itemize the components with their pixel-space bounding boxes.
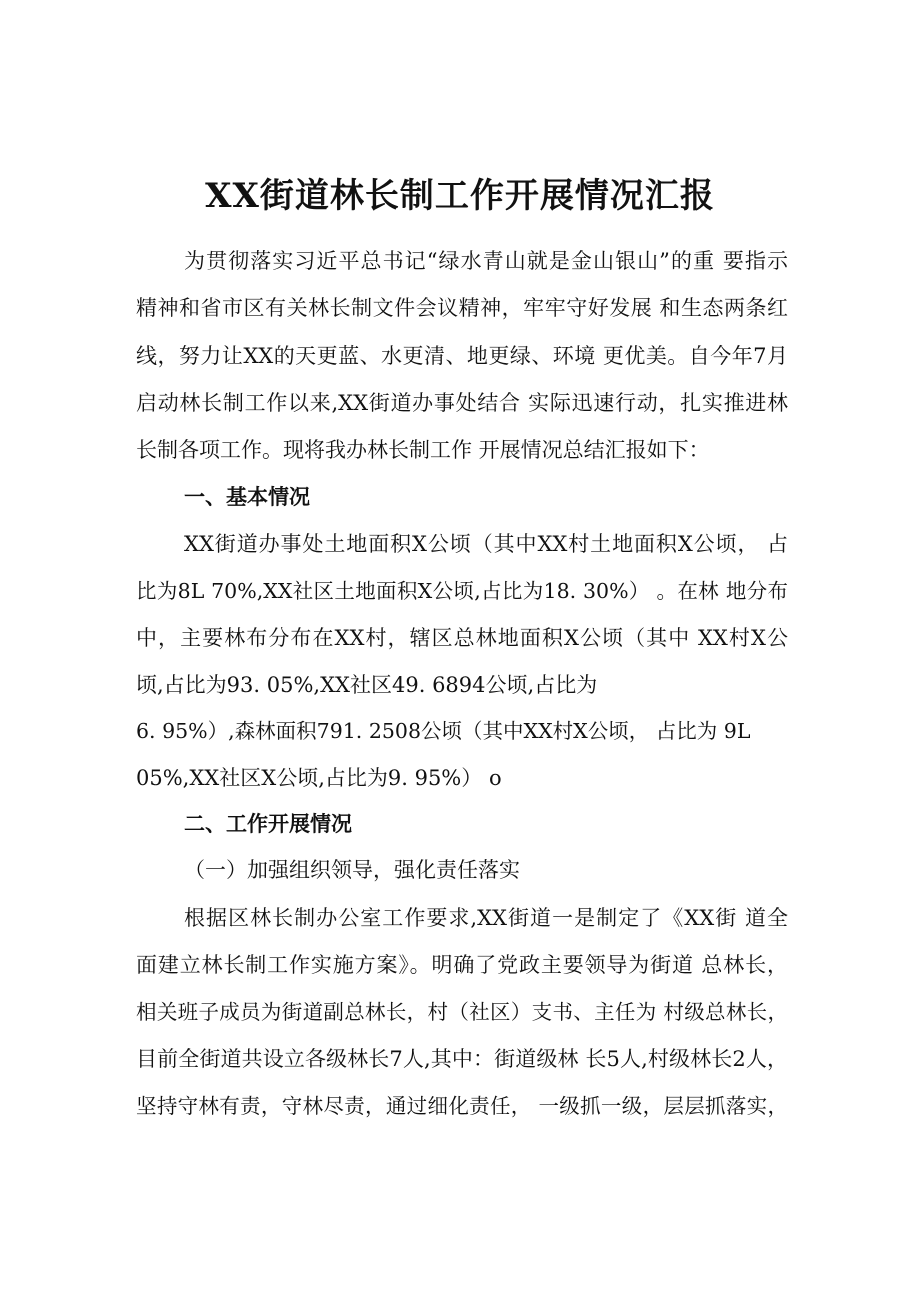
intro-line-2: 精神和省市区有关林长制文件会议精神，牢牢守好发展 和生态两条红: [136, 296, 788, 320]
section-1-line-6: 05%,XX社区X公顷,占比为9. 95%） o: [136, 766, 502, 790]
intro-line-4: 启动林长制工作以来,XX街道办事处结合 实际迅速行动，扎实推进林: [136, 391, 788, 415]
section-1-line-5: 6. 95%）,森林面积791. 2508公顷（其中XX村X公顷， 占比为 9L: [136, 719, 751, 743]
section-1-heading: 一、基本情况: [184, 485, 310, 509]
section-2-heading: 二、工作开展情况: [184, 812, 352, 836]
section-1-line-1: XX街道办事处土地面积X公顷（其中XX村土地面积X公顷， 占: [184, 532, 788, 556]
section-2-subheading: （一）加强组织领导，强化责任落实: [184, 858, 520, 882]
section-2-line-2: 面建立林长制工作实施方案》。明确了党政主要领导为街道 总林长，: [136, 953, 788, 977]
section-1-line-2: 比为8L 70%,XX社区土地面积X公顷,占比为18. 30%） 。在林 地分布: [136, 579, 788, 603]
intro-line-1: 为贯彻落实习近平总书记“绿水青山就是金山银山”的重 要指示: [184, 249, 788, 273]
intro-line-3: 线，努力让XX的天更蓝、水更清、地更绿、环境 更优美。自今年7月: [136, 344, 788, 368]
section-2-line-1: 根据区林长制办公室工作要求,XX街道一是制定了《XX街 道全: [184, 906, 788, 930]
section-2-line-4: 目前全街道共设立各级林长7人,其中：街道级林 长5人,村级林长2人，: [136, 1047, 788, 1071]
section-2-line-3: 相关班子成员为街道副总林长，村（社区）支书、主任为 村级总林长，: [136, 1000, 788, 1024]
section-2-line-5: 坚持守林有责，守林尽责，通过细化责任， 一级抓一级，层层抓落实，: [136, 1094, 788, 1118]
intro-line-5: 长制各项工作。现将我办林长制工作 开展情况总结汇报如下：: [136, 438, 710, 462]
document-title: XX街道林长制工作开展情况汇报: [205, 176, 715, 216]
section-1-line-4: 顷,占比为93. 05%,XX社区49. 6894公顷,占比为: [136, 673, 598, 697]
section-1-line-3: 中，主要林布分布在XX村，辖区总林地面积X公顷（其中 XX村X公: [136, 626, 788, 650]
